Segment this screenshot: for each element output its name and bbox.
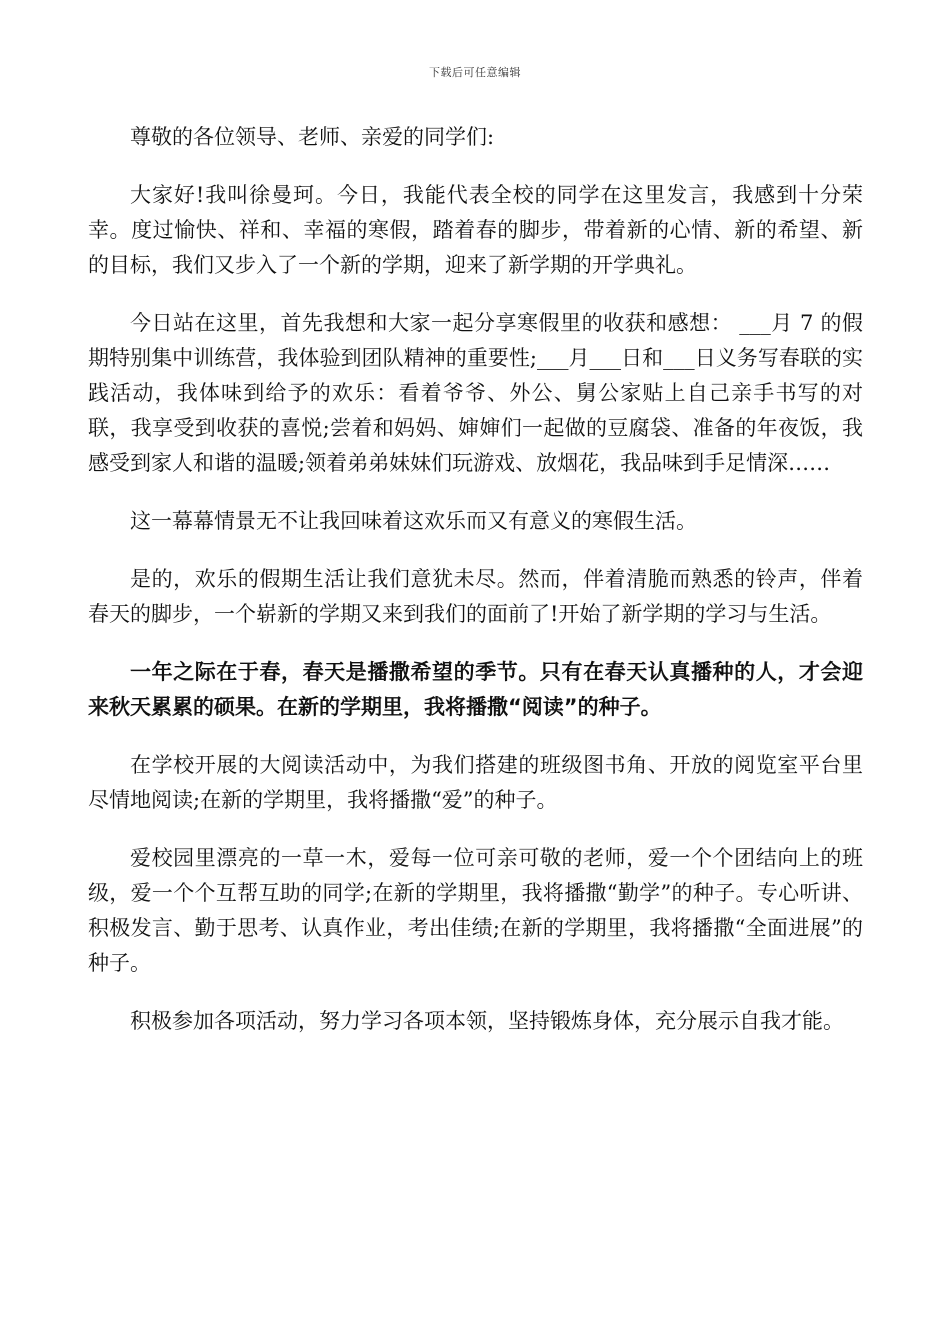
bold-paragraph: 一年之际在于春，春天是播撒希望的季节。只有在春天认真播种的人，才会迎来秋天累累的硕果。在新的学期里，我将播撒“阅读”的种子。 xyxy=(88,660,863,719)
paragraph: 是的，欢乐的假期生活让我们意犹未尽。然而，伴着清脆而熟悉的铃声，伴着春天的脚步，一个崭新的学期又来到我们的面前了!开始了新学期的学习与生活。 xyxy=(88,567,863,626)
salutation: 尊敬的各位领导、老师、亲爱的同学们: xyxy=(130,125,495,149)
paragraph: 积极参加各项活动，努力学习各项本领，坚持锻炼身体，充分展示自我才能。 xyxy=(130,1009,844,1033)
paragraph: 在学校开展的大阅读活动中，为我们搭建的班级图书角、开放的阅览室平台里尽情地阅读;在新的学期里，我将播撒“爱”的种子。 xyxy=(88,753,863,812)
paragraph: 大家好!我叫徐曼珂。今日，我能代表全校的同学在这里发言，我感到十分荣幸。度过愉快、祥和、幸福的寒假，踏着春的脚步，带着新的心情、新的希望、新的目标，我们又步入了一个新的学期，迎来了新学期的开学典礼。 xyxy=(88,183,863,277)
paragraph: 今日站在这里，首先我想和大家一起分享寒假里的收获和感想： ___月 7 的假期特别集中训练营，我体验到团队精神的重要性;___月___日和___日义务写春联的实践活动，我体味到给予的欢乐：看着爷爷、外公、舅公家贴上自己亲手书写的对联，我享受到收获的喜悦;尝着和妈妈、婶婶们一起做的豆腐袋、准备的年夜饭，我感受到家人和谐的温暖;领着弟弟妹妹们玩游戏、放烟花，我品味到手足情深…… xyxy=(88,311,863,475)
document-body xyxy=(88,120,863,1062)
paragraph: 这一幕幕情景无不让我回味着这欢乐而又有意义的寒假生活。 xyxy=(130,509,697,533)
paragraph: 爱校园里漂亮的一草一木，爱每一位可亲可敬的老师，爱一个个团结向上的班级，爱一个个互帮互助的同学;在新的学期里，我将播撒“勤学”的种子。专心听讲、积极发言、勤于思考、认真作业，考出佳绩;在新的学期里，我将播撒“全面进展”的种子。 xyxy=(88,846,863,975)
page-header: 下载后可任意编辑 xyxy=(429,66,521,79)
